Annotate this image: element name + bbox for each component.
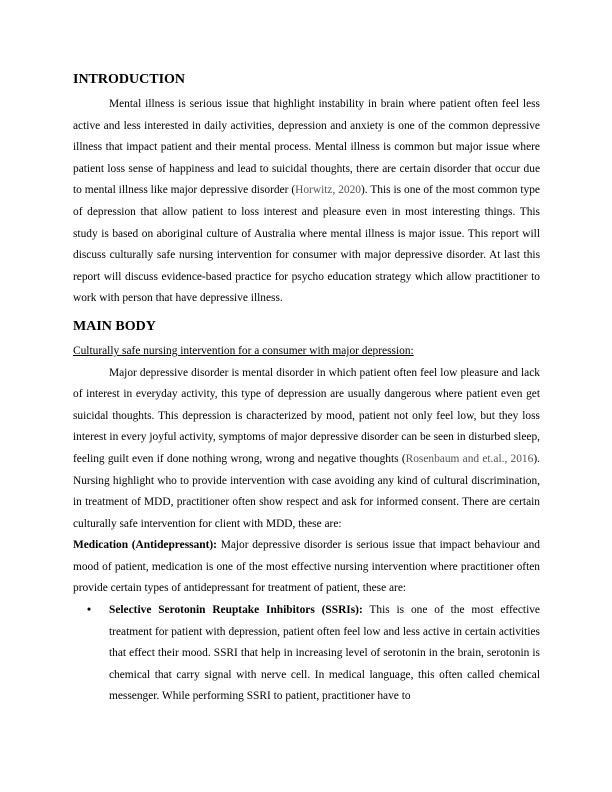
mdd-text-part-2: ). Nursing highlight who to provide intervention with case avoiding any kind of cultural discrimination, in treatment of MDD, practitioner often show respect and ask for informed consent. There are certain culturally safe intervention for client with MDD, these are: bbox=[73, 452, 540, 530]
intro-citation: Horwitz, 2020 bbox=[295, 184, 361, 197]
page-content bbox=[73, 66, 540, 708]
ssri-label: Selective Serotonin Reuptake Inhibitors (SSRIs): bbox=[109, 604, 363, 617]
introduction-paragraph bbox=[73, 94, 540, 310]
bullet-marker: • bbox=[87, 604, 91, 617]
mdd-paragraph bbox=[73, 363, 540, 536]
section-subheading: Culturally safe nursing intervention for a consumer with major depression: bbox=[73, 344, 414, 357]
intro-text-part-1: Mental illness is serious issue that highlight instability in brain where patient often feel less active and less interested in daily activities, depression and anxiety is one of the common depressive illness that impact patient and their mental process. Mental illness is common but major issue where patient loss sense of happiness and lead to suicidal thoughts, there are certain disorder that occur due to mental illness like major depressive disorder ( bbox=[73, 98, 540, 197]
intervention-list bbox=[73, 600, 540, 708]
medication-paragraph bbox=[73, 535, 540, 600]
mdd-text-part-1: Major depressive disorder is mental disorder in which patient often feel low pleasure and lack of interest in everyday activity, this type of depression are usually dangerous where patient even get suicidal thoughts. This depression is characterized by mood, patient not only feel low, but they loss interest in every joyful activity, symptoms of major depressive disorder can be seen in disturbed sleep, feeling guilt even if done nothing wrong, wrong and negative thoughts ( bbox=[73, 366, 540, 465]
intro-text-part-2: ). This is one of the most common type of depression that allow patient to loss interest and pleasure even in most interesting things. This study is based on aboriginal culture of Australia where mental illness is major issue. This report will discuss culturally safe nursing intervention for consumer with major depressive disorder. At last this report will discuss evidence-based practice for psycho education strategy which allow practitioner to work with person that have depressive illness. bbox=[73, 184, 540, 305]
mdd-citation: Rosenbaum and et.al., 2016 bbox=[405, 452, 534, 465]
list-item-ssri bbox=[73, 600, 540, 708]
main-body-heading: MAIN BODY bbox=[73, 318, 156, 334]
ssri-text: This is one of the most effective treatment for patient with depression, patient often feel low and less active in certain activities that effect their mood. SSRI that help in increasing level of serotonin in the brain, serotonin is chemical that carry signal with nerve cell. In medical language, this often called chemical messenger. While performing SSRI to patient, practitioner have to bbox=[109, 604, 540, 703]
medication-label: Medication (Antidepressant): bbox=[73, 539, 217, 552]
introduction-heading: INTRODUCTION bbox=[73, 72, 186, 87]
medication-text: Major depressive disorder is serious issue that impact behaviour and mood of patient, medication is one of the most effective nursing intervention where practitioner often provide certain types of antidepressant for treatment of patient, these are: bbox=[73, 539, 540, 595]
